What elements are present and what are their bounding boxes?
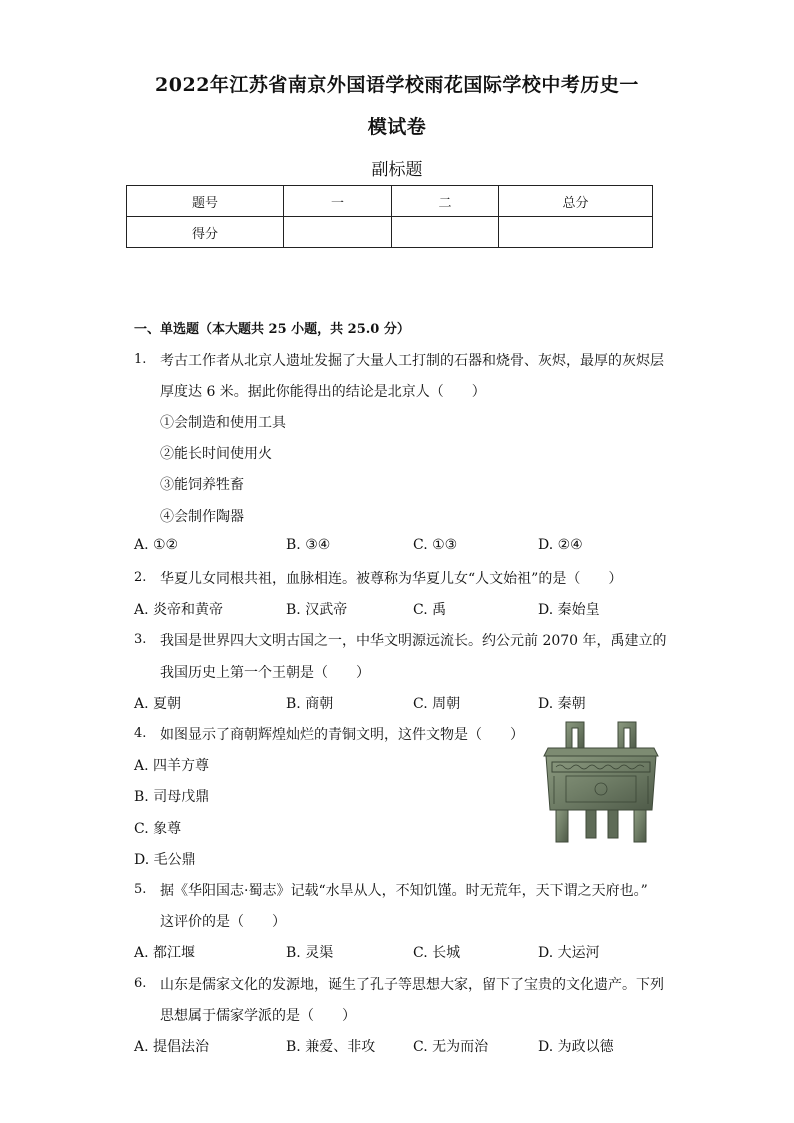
option-a: A. 提倡法治: [134, 1039, 210, 1055]
document-title-line2: 模试卷: [367, 116, 427, 138]
option-b: B. ③④: [286, 537, 331, 553]
question-text: 我国是世界四大文明古国之一，中华文明源远流长。约公元前 2070 年，禹建立的: [160, 633, 667, 649]
option-b: B. 汉武帝: [286, 602, 348, 618]
answer-options: [134, 693, 674, 715]
option-a: A. 都江堰: [134, 945, 196, 961]
score-cell: [499, 217, 653, 248]
score-table: [126, 185, 653, 248]
option-a: A. 夏朝: [134, 696, 182, 712]
option-d: D. 秦始皇: [538, 602, 600, 618]
score-table-header-row: [127, 186, 653, 217]
question-text: 华夏儿女同根共祖，血脉相连。被尊称为华夏儿女“人文始祖”的是（ ）: [160, 571, 623, 587]
question-statement: ①会制造和使用工具: [160, 415, 286, 431]
option-b: B. 司母戊鼎: [134, 789, 210, 805]
question-text: 厚度达 6 米。据此你能得出的结论是北京人（ ）: [160, 384, 486, 400]
answer-options: [134, 537, 674, 559]
score-header-cell: 题号: [127, 186, 284, 217]
question-text: 山东是儒家文化的发源地，诞生了孔子等思想大家，留下了宝贵的文化遗产。下列: [160, 977, 664, 993]
question-number: 2.: [134, 570, 147, 585]
question-statement: ④会制作陶器: [160, 509, 244, 525]
question-number: 1.: [134, 352, 147, 367]
option-c: C. 无为而治: [413, 1039, 489, 1055]
answer-options: [134, 1036, 674, 1058]
question-text: 我国历史上第一个王朝是（ ）: [160, 665, 370, 681]
score-cell: [284, 217, 392, 248]
answer-options: [134, 599, 674, 621]
question-text: 如图显示了商朝辉煌灿烂的青铜文明，这件文物是（ ）: [160, 727, 524, 743]
bronze-ding-image: [540, 718, 662, 846]
option-a: A. 四羊方尊: [134, 758, 210, 774]
document-title-line1: 2022年江苏省南京外国语学校雨花国际学校中考历史一: [155, 74, 639, 96]
question-statement: ③能饲养牲畜: [160, 477, 244, 493]
option-c: C. 禹: [413, 602, 447, 618]
question-number: 4.: [134, 726, 147, 741]
document-subtitle: 副标题: [371, 160, 423, 180]
option-c: C. ①③: [413, 537, 458, 553]
option-d: D. 毛公鼎: [134, 852, 196, 868]
option-b: B. 灵渠: [286, 945, 334, 961]
option-d: D. 秦朝: [538, 696, 586, 712]
option-a: A. 炎帝和黄帝: [134, 602, 224, 618]
question-text: 这评价的是（ ）: [160, 914, 286, 930]
question-number: 3.: [134, 632, 147, 647]
option-b: B. 兼爱、非攻: [286, 1039, 376, 1055]
question-number: 5.: [134, 882, 147, 897]
score-table-score-row: [127, 217, 653, 248]
option-d: D. 大运河: [538, 945, 600, 961]
option-a: A. ①②: [134, 537, 179, 553]
question-text: 考古工作者从北京人遗址发掘了大量人工打制的石器和烧骨、灰烬，最厚的灰烬层: [160, 353, 664, 369]
score-cell: [392, 217, 499, 248]
score-header-cell: 总分: [499, 186, 653, 217]
score-row-label: 得分: [127, 217, 284, 248]
answer-options: [134, 942, 674, 964]
score-header-cell: 一: [284, 186, 392, 217]
score-header-cell: 二: [392, 186, 499, 217]
option-c: C. 周朝: [413, 696, 461, 712]
question-statement: ②能长时间使用火: [160, 446, 272, 462]
question-number: 6.: [134, 976, 147, 991]
option-d: D. 为政以德: [538, 1039, 614, 1055]
option-b: B. 商朝: [286, 696, 334, 712]
option-c: C. 象尊: [134, 821, 182, 837]
question-text: 思想属于儒家学派的是（ ）: [160, 1008, 356, 1024]
option-d: D. ②④: [538, 537, 583, 553]
option-c: C. 长城: [413, 945, 461, 961]
section-heading: 一、单选题（本大题共 25 小题，共 25.0 分）: [134, 322, 410, 337]
question-text: 据《华阳国志·蜀志》记载“水旱从人，不知饥馑。时无荒年，天下谓之天府也。”: [160, 883, 648, 899]
